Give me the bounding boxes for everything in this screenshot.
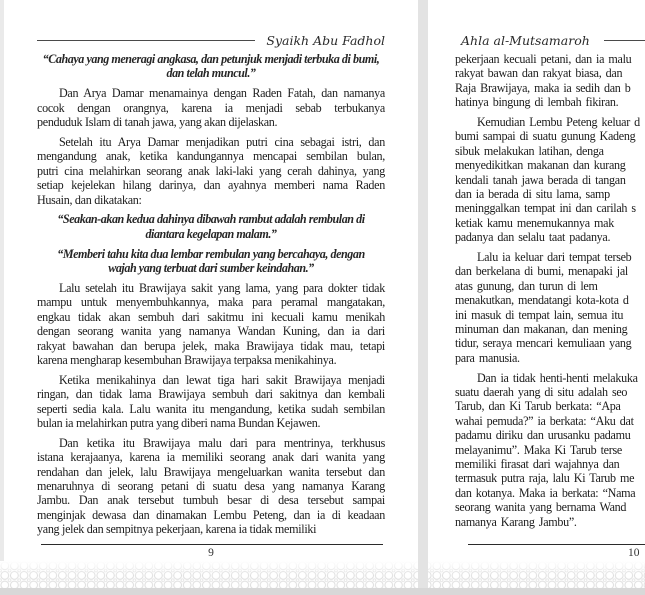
- paragraph: [37, 86, 385, 129]
- text-line: ini masuk di tempat lain, semua itu: [455, 307, 624, 322]
- page-gutter: [418, 0, 428, 588]
- header-rule: [37, 40, 255, 41]
- paragraph: [455, 371, 645, 529]
- page-header-left: [37, 33, 385, 48]
- page-body-left: [37, 52, 385, 542]
- book-page-right: [428, 0, 645, 562]
- text-line: rakyat bawan dan rakyat biasa, dan: [455, 66, 623, 81]
- page-header-right: [461, 33, 645, 48]
- text-line: ketiak kamu menemukannya mak: [455, 215, 614, 230]
- text-line: engkau tidak akan sembuh dari sakitmu ini kecuali kamu menikah: [37, 309, 385, 324]
- paragraph: [455, 250, 645, 365]
- text-line: Raja Brawijaya, maka ia sedih dan b: [455, 80, 631, 95]
- text-line: dan ia berada di situ lama, samp: [455, 187, 610, 202]
- text-line: menaruhnya di seorang petani di suatu desa yang namanya Karang: [37, 479, 385, 494]
- text-line: “Seakan-akan kedua dahinya dibawah rambut adalah rembulan di: [57, 212, 365, 227]
- text-line: “Memberi tahu kita dua lembar rembulan yang bercahaya, dengan: [57, 246, 365, 261]
- text-line: bulan ia melahirkan putra yang diberi nama Bundan Kejawen.: [37, 415, 321, 430]
- footer-rule: [468, 544, 645, 545]
- footer-rule: [41, 544, 383, 545]
- text-line: dengan seorang wanita yang namanya Wandan Kuning, dan ia dari: [37, 324, 385, 339]
- text-line: seorang wanita yang bernama Wand: [455, 500, 627, 515]
- text-line: Lalu ia keluar dari tempat terseb: [477, 250, 632, 265]
- text-line: Tarub, dan Ki Tarub berkata: “Apa: [455, 399, 621, 414]
- text-line: Husain, dan dikatakan:: [37, 192, 142, 207]
- text-line: Dan Arya Damar menamainya dengan Raden Fatah, dan namanya: [59, 86, 385, 101]
- text-line: padamu diriku dan urusanku padamu: [455, 428, 631, 443]
- text-line: para manusia.: [455, 350, 520, 365]
- text-line: melayanimu”. Maka Ki Tarub terse: [455, 442, 622, 457]
- bottom-bar: [0, 588, 645, 595]
- book-page-left: [4, 0, 418, 562]
- text-line: yang jelek dan sempitnya pekerjaan, karena ia tidak memiliki: [37, 522, 317, 537]
- text-line: mengandung anak, ketika kandungannya mencapai sembilan bulan,: [37, 149, 385, 164]
- text-line: menyedikitkan makanan dan kurang: [455, 158, 626, 173]
- text-line: rendahan dan jelek, lalu Brawijaya mengeluarkan wanita tersebut dan: [37, 464, 385, 479]
- page-number: 9: [208, 547, 214, 559]
- paragraph: [455, 115, 645, 245]
- text-line: menginjak dewasa dan dinamakan Lembu Peteng, dan ia di keadaan: [37, 507, 385, 522]
- quote-block: [37, 247, 385, 276]
- text-line: pekerjaan kecuali petani, dan ia malu: [455, 52, 632, 66]
- text-line: menakutkan, mendatangi kota-kota d: [455, 293, 629, 308]
- paragraph: [37, 281, 385, 367]
- paragraph: [37, 373, 385, 431]
- text-line: Dan ketika itu Brawijaya malu dari para mentrinya, terkhusus: [59, 435, 385, 450]
- text-line: dan telah muncul.”: [166, 66, 256, 81]
- paragraph: [37, 135, 385, 207]
- text-line: memiliki firasat dari wajahnya dan: [455, 457, 620, 472]
- text-line: wajah yang terbuat dari sumber keindahan.”: [108, 261, 314, 276]
- header-title: Ahla al-Mutsamaroh: [461, 33, 590, 48]
- text-line: minuman dan makanan, dan mening: [455, 322, 628, 337]
- text-line: dan kotanya. Maka ia berkata: “Nama: [455, 485, 636, 500]
- text-line: wahai pemuda?” ia berkata: “Aku dat: [455, 413, 634, 428]
- paragraph: [455, 52, 645, 110]
- quote-block: [37, 52, 385, 81]
- text-line: padanya dan selalu taat padanya.: [455, 230, 611, 245]
- page-body-right: [455, 52, 645, 535]
- text-line: Ketika menikahinya dan lewat tiga hari sakit Brawijaya menjadi: [59, 372, 385, 387]
- text-line: dan berkelana di bumi, menapaki jal: [455, 264, 628, 279]
- text-line: Setelah itu Arya Damar menjadikan putri cina sebagai istri, dan: [59, 134, 385, 149]
- text-line: namanya Karang Jambu”.: [455, 514, 577, 529]
- text-line: termasuk putra raja, lalu Ki Tarub me: [455, 471, 635, 486]
- text-line: sibuk melakukan latihan, denga: [455, 143, 604, 158]
- page-number: 10: [628, 547, 640, 559]
- text-line: Jambu. Dan anak tersebut tumbuh besar di desa tersebut sampai: [37, 493, 385, 508]
- text-line: kendali tanah jawa berada di tangan: [455, 172, 626, 187]
- text-line: seperti sedia kala. Lalu wanita itu mengandung, ketika sudah sembilan: [37, 401, 385, 416]
- text-line: bumi sampai di suatu gunung Kadeng: [455, 129, 636, 144]
- quote-block: [37, 212, 385, 241]
- header-rule: [604, 40, 645, 41]
- text-line: atas gunung, dan turun di lem: [455, 278, 598, 293]
- text-line: Lalu setelah itu Brawijaya sakit yang lama, yang para dokter tidak: [59, 280, 385, 295]
- text-line: cocok dengan orangnya, karena ia menjadi sebab terbukanya: [37, 100, 385, 115]
- text-line: putri cina melahirkan seorang anak laki-laki yang cerah dahinya, yang: [37, 163, 385, 178]
- text-line: penduduk Islam di tanah jawa, yang akan dijelaskan.: [37, 115, 278, 130]
- text-line: tidur, seraya mencari kemuliaan yang: [455, 336, 632, 351]
- text-line: istana kerajaanya, karena ia memiliki seorang anak dari wanita yang: [37, 450, 385, 465]
- honeycomb-pattern: [0, 561, 645, 588]
- text-line: meninggalkan tempat ini dan carilah s: [455, 201, 636, 216]
- text-line: hatinya bingung di lembah fikiran.: [455, 95, 619, 110]
- text-line: Kemudian Lembu Peteng keluar d: [477, 115, 640, 130]
- text-line: Dan ia tidak henti-henti melakuka: [477, 370, 638, 385]
- text-line: mampu untuk menyembuhkannya, maka para peramal mangatakan,: [37, 295, 385, 310]
- text-line: ringan, dan tidak lama Brawijaya sembuh dari sakitnya dan kembali: [37, 387, 385, 402]
- text-line: “Cahaya yang meneragi angkasa, dan petunjuk menjadi terbuka di bumi,: [42, 52, 380, 66]
- text-line: suatu daerah yang di situ adalah seo: [455, 385, 628, 400]
- text-line: rakyat bawahan dan berupa jelek, maka Brawijaya tidak mau, tetapi: [37, 338, 385, 353]
- paragraph: [37, 436, 385, 537]
- text-line: karena mengharap kesembuhan Brawijaya terpaksa menikahinya.: [37, 352, 337, 367]
- text-line: setiap kejelekan hilang darinya, dan ayahnya memberi nama Raden: [37, 178, 385, 193]
- header-title: Syaikh Abu Fadhol: [266, 33, 385, 48]
- text-line: diantara kegelapan malam.”: [145, 226, 277, 241]
